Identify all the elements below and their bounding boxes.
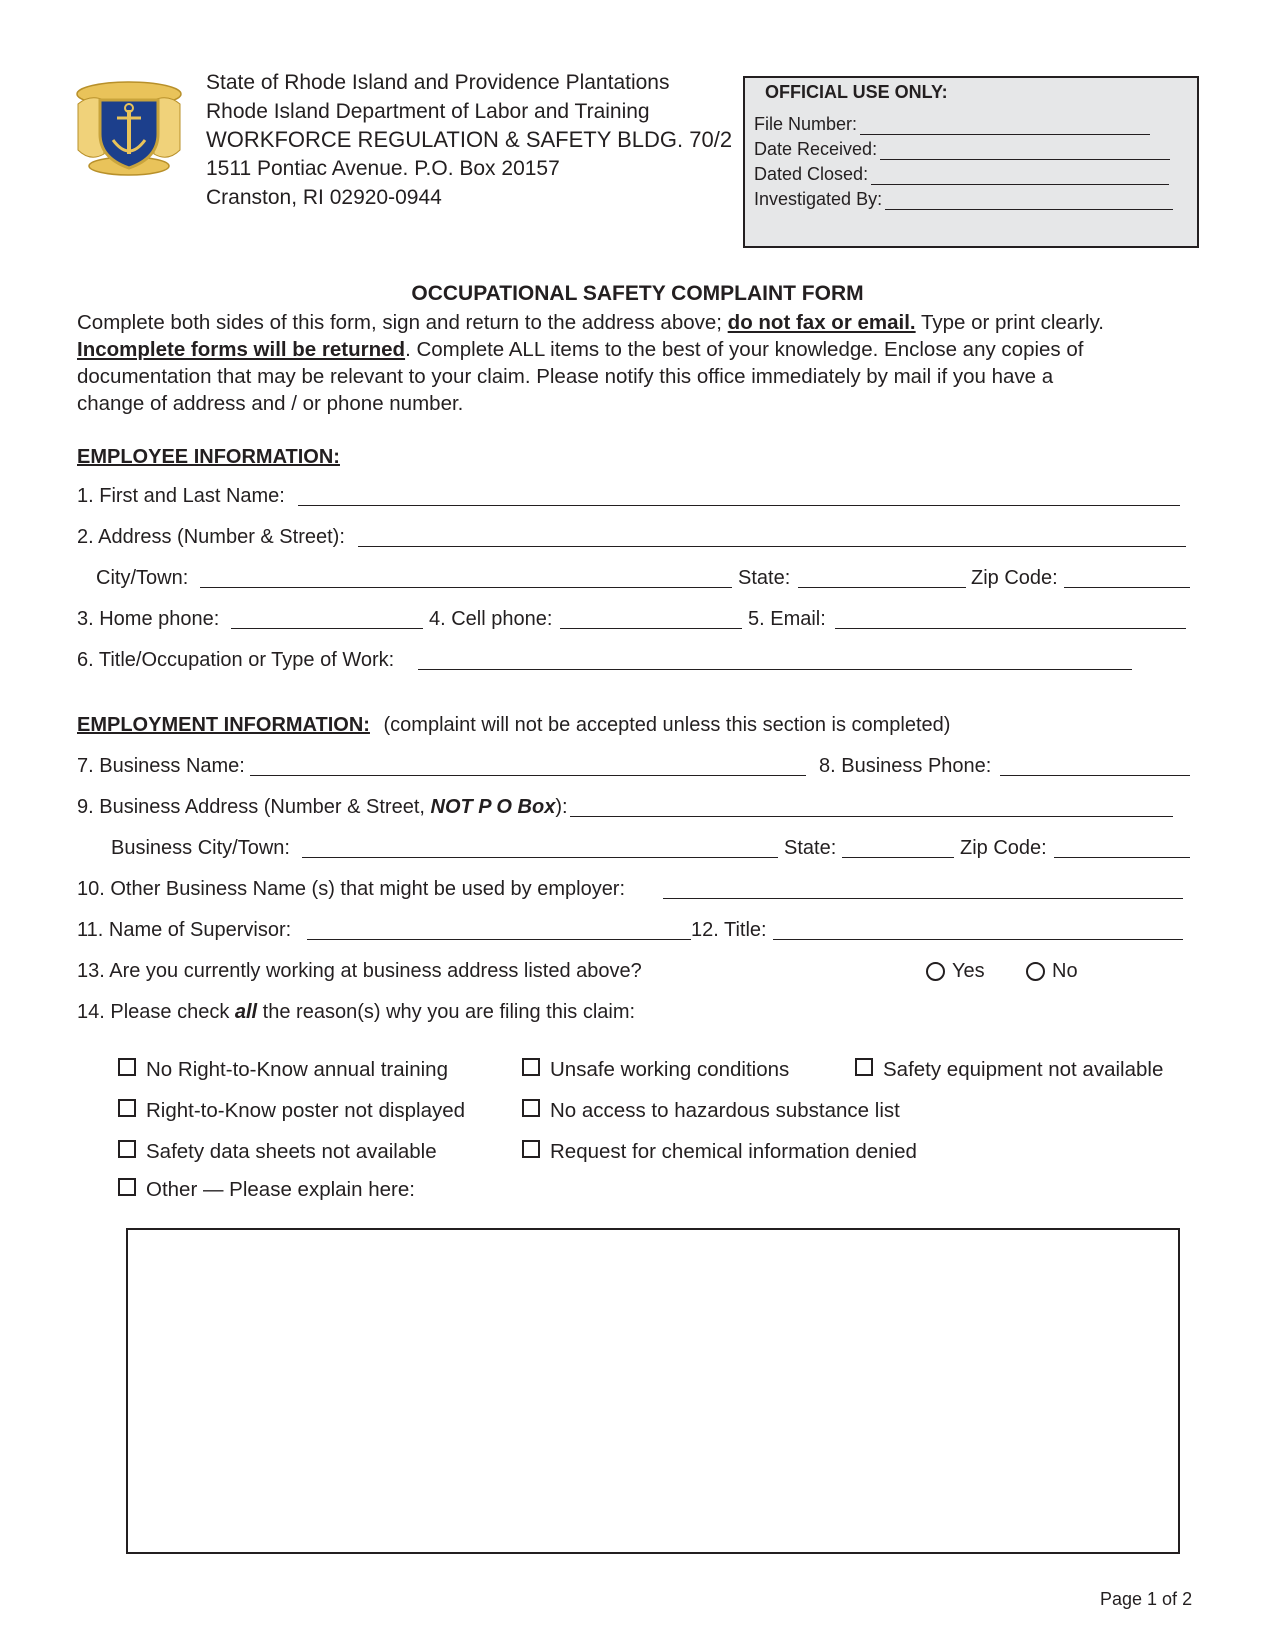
header-division: WORKFORCE REGULATION & SAFETY BLDG. 70/2 xyxy=(206,127,733,152)
no-radio[interactable] xyxy=(1026,960,1078,983)
reason-hazardous-list-label: No access to hazardous substance list xyxy=(550,1099,900,1122)
file-number-row xyxy=(754,114,1150,135)
form-title: OCCUPATIONAL SAFETY COMPLAINT FORM xyxy=(411,282,864,305)
other-names-label: 10. Other Business Name (s) that might be used by employer: xyxy=(77,878,626,900)
file-number-field[interactable] xyxy=(860,117,1150,135)
yes-radio-circle[interactable] xyxy=(926,962,945,981)
dated-closed-field[interactable] xyxy=(871,167,1169,185)
reason-chemical-info-checkbox[interactable] xyxy=(522,1140,540,1158)
reason-safety-equipment[interactable] xyxy=(855,1058,1163,1082)
email-field[interactable] xyxy=(835,628,1186,629)
yes-label: Yes xyxy=(952,960,985,982)
business-phone-field[interactable] xyxy=(1000,775,1190,776)
intro-1a: Complete both sides of this form, sign and return to the address above; xyxy=(77,311,728,334)
reason-rtk-poster-label: Right-to-Know poster not displayed xyxy=(146,1099,466,1122)
official-use-title: OFFICIAL USE ONLY: xyxy=(765,82,948,102)
reason-unsafe-conditions[interactable] xyxy=(522,1058,789,1082)
home-phone-label: 3. Home phone: xyxy=(77,608,220,630)
state-field[interactable] xyxy=(798,587,966,588)
reason-no-rtk-training-checkbox[interactable] xyxy=(118,1058,136,1076)
reason-sds-label: Safety data sheets not available xyxy=(146,1140,437,1163)
reason-no-rtk-training[interactable] xyxy=(118,1058,448,1082)
reason-safety-equipment-checkbox[interactable] xyxy=(855,1058,873,1076)
no-label: No xyxy=(1052,960,1078,982)
intro-incomplete: Incomplete forms will be returned xyxy=(77,338,406,361)
investigated-by-label: Investigated By: xyxy=(754,189,883,209)
state-seal-logo xyxy=(70,74,188,182)
address-label: 2. Address (Number & Street): xyxy=(77,526,345,548)
business-city-field[interactable] xyxy=(302,857,778,858)
employee-heading xyxy=(77,446,340,469)
reason-rtk-poster[interactable] xyxy=(118,1099,465,1123)
name-field[interactable] xyxy=(298,505,1180,506)
yes-radio[interactable] xyxy=(926,960,985,983)
reason-other-label: Other — Please explain here: xyxy=(146,1178,415,1201)
page-number: Page 1 of 2 xyxy=(1100,1589,1193,1609)
intro-line-3: documentation that may be relevant to your claim. Please notify this office immediately by mail if you have a xyxy=(77,365,1054,388)
file-number-label: File Number: xyxy=(754,114,858,134)
dated-closed-label: Dated Closed: xyxy=(754,164,869,184)
zip-field[interactable] xyxy=(1064,587,1190,588)
business-state-field[interactable] xyxy=(842,857,954,858)
reason-other-checkbox[interactable] xyxy=(118,1178,136,1196)
investigated-by-row xyxy=(754,189,1173,210)
reason-unsafe-conditions-checkbox[interactable] xyxy=(522,1058,540,1076)
reason-rtk-poster-checkbox[interactable] xyxy=(118,1099,136,1117)
reason-no-rtk-training-label: No Right-to-Know annual training xyxy=(146,1058,448,1081)
city-field[interactable] xyxy=(200,587,732,588)
intro-line-4: change of address and / or phone number. xyxy=(77,392,464,415)
reasons-label xyxy=(77,1001,635,1024)
business-city-label: Business City/Town: xyxy=(111,837,290,859)
official-use-box xyxy=(743,76,1199,248)
other-names-field[interactable] xyxy=(663,898,1183,899)
date-received-label: Date Received: xyxy=(754,139,878,159)
business-address-c: ): xyxy=(555,796,568,818)
email-label: 5. Email: xyxy=(748,608,826,630)
name-label: 1. First and Last Name: xyxy=(77,485,285,507)
reasons-c: the reason(s) why you are filing this claim: xyxy=(257,1001,636,1023)
supervisor-label: 11. Name of Supervisor: xyxy=(77,919,292,941)
header-city: Cranston, RI 02920-0944 xyxy=(206,186,442,209)
reason-sds[interactable] xyxy=(118,1140,437,1164)
business-name-field[interactable] xyxy=(250,775,806,776)
reasons-all: all xyxy=(234,1001,258,1023)
date-received-field[interactable] xyxy=(880,142,1170,160)
business-address-b: NOT P O Box xyxy=(430,796,556,818)
reason-safety-equipment-label: Safety equipment not available xyxy=(883,1058,1164,1081)
reason-hazardous-list[interactable] xyxy=(522,1099,900,1123)
city-label: City/Town: xyxy=(96,567,189,589)
date-received-row xyxy=(754,139,1170,160)
cell-phone-label: 4. Cell phone: xyxy=(429,608,553,630)
business-address-label xyxy=(77,796,568,819)
reason-chemical-info-label: Request for chemical information denied xyxy=(550,1140,917,1163)
business-name-label: 7. Business Name: xyxy=(77,755,245,777)
home-phone-field[interactable] xyxy=(231,628,423,629)
header-street: 1511 Pontiac Avenue. P.O. Box 20157 xyxy=(206,157,560,180)
business-phone-label: 8. Business Phone: xyxy=(819,755,992,777)
employment-heading xyxy=(77,714,950,737)
header-department: Rhode Island Department of Labor and Training xyxy=(206,100,650,123)
reason-chemical-info[interactable] xyxy=(522,1140,917,1164)
reason-hazardous-list-checkbox[interactable] xyxy=(522,1099,540,1117)
intro-line-1 xyxy=(77,309,1207,336)
intro-2b: . Complete ALL items to the best of your knowledge. Enclose any copies of xyxy=(405,338,1084,361)
address-field[interactable] xyxy=(358,546,1186,547)
investigated-by-field[interactable] xyxy=(885,192,1173,210)
employee-heading-text: EMPLOYEE INFORMATION: xyxy=(77,446,340,468)
business-state-label: State: xyxy=(784,837,837,859)
intro-no-fax: do not fax or email. xyxy=(727,311,916,334)
reason-sds-checkbox[interactable] xyxy=(118,1140,136,1158)
occupation-label: 6. Title/Occupation or Type of Work: xyxy=(77,649,395,671)
occupation-field[interactable] xyxy=(418,669,1132,670)
business-zip-label: Zip Code: xyxy=(960,837,1047,859)
business-address-field[interactable] xyxy=(570,816,1173,817)
other-explanation-box[interactable] xyxy=(126,1228,1180,1554)
intro-line-2 xyxy=(77,336,1207,363)
employment-heading-text: EMPLOYMENT INFORMATION: xyxy=(77,714,370,736)
reason-other[interactable] xyxy=(118,1178,415,1202)
employment-note: (complaint will not be accepted unless this section is completed) xyxy=(383,714,951,736)
currently-working-label: 13. Are you currently working at business address listed above? xyxy=(77,960,642,982)
state-label: State: xyxy=(738,567,791,589)
no-radio-circle[interactable] xyxy=(1026,962,1045,981)
supervisor-title-label: 12. Title: xyxy=(691,919,767,941)
header-state: State of Rhode Island and Providence Plantations xyxy=(206,71,670,94)
reasons-a: 14. Please check xyxy=(77,1001,235,1023)
supervisor-field[interactable] xyxy=(307,939,691,940)
reason-unsafe-conditions-label: Unsafe working conditions xyxy=(550,1058,790,1081)
intro-1c: Type or print clearly. xyxy=(915,311,1104,334)
cell-phone-field[interactable] xyxy=(560,628,742,629)
dated-closed-row xyxy=(754,164,1169,185)
business-address-a: 9. Business Address (Number & Street, xyxy=(77,796,431,818)
business-zip-field[interactable] xyxy=(1054,857,1190,858)
zip-label: Zip Code: xyxy=(971,567,1058,589)
supervisor-title-field[interactable] xyxy=(773,939,1183,940)
